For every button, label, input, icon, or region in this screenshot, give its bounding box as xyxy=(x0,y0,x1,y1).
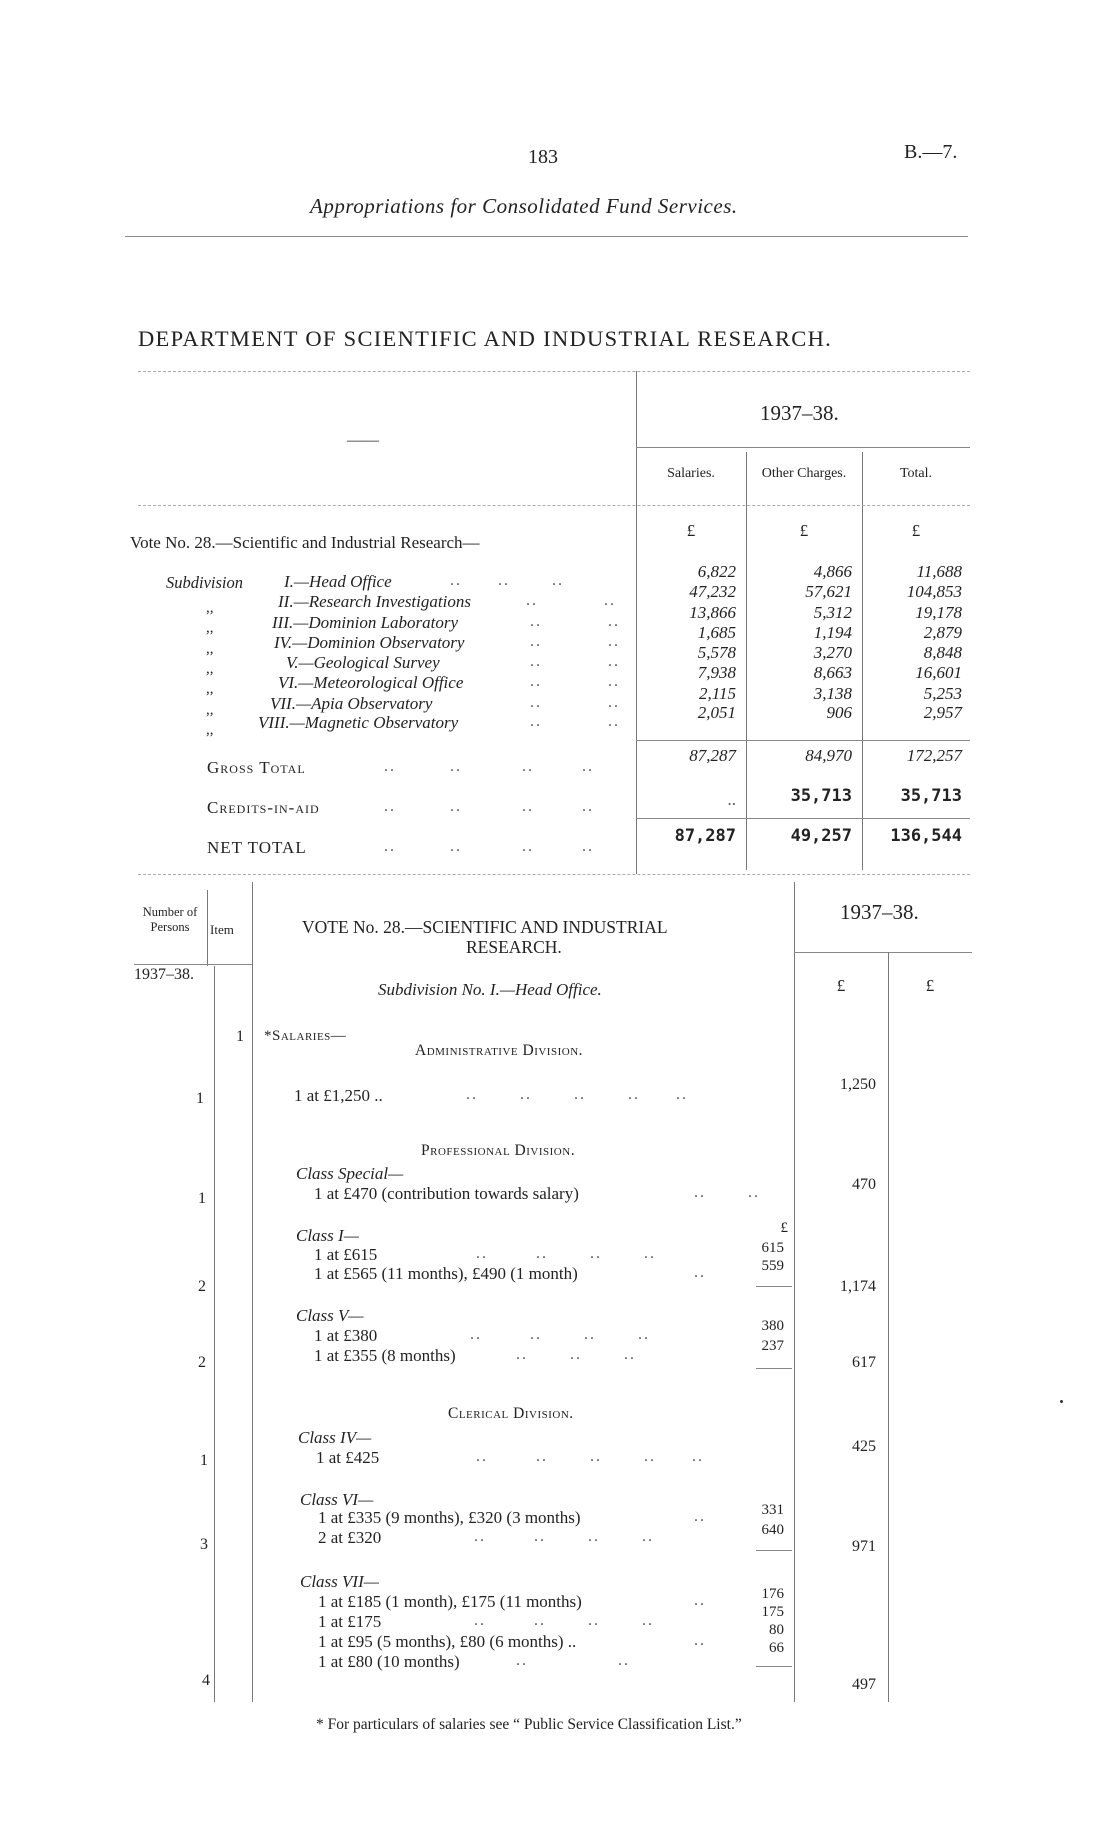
gross-rule xyxy=(636,740,970,741)
detail-divider-2 xyxy=(214,966,215,1702)
row-total: 2,879 xyxy=(923,623,962,642)
leader-dots: .. .. xyxy=(530,653,620,670)
class-4-line-1: 1 at £425 xyxy=(316,1448,380,1467)
detail-currency-1: £ xyxy=(836,976,846,995)
credits-total: 35,713 xyxy=(900,786,962,806)
leader-dots: .. .. xyxy=(530,694,620,711)
ditto-mark: ,, xyxy=(206,702,214,718)
row-salaries: 1,685 xyxy=(697,623,736,642)
ditto-mark: ,, xyxy=(206,600,214,616)
row-salaries: 47,232 xyxy=(689,582,736,601)
row-other: 3,138 xyxy=(813,684,852,703)
class-7-amount-1: 176 xyxy=(761,1586,784,1602)
row-total: 19,178 xyxy=(915,603,962,622)
row-other: 3,270 xyxy=(813,643,852,662)
row-total: 8,848 xyxy=(923,643,962,662)
header-rule xyxy=(125,236,968,237)
col-total: Total. xyxy=(899,466,933,481)
stray-dot xyxy=(1060,1400,1063,1403)
row-total: 104,853 xyxy=(906,582,962,601)
admin-persons: 1 xyxy=(196,1090,204,1107)
class-6-line-2: 2 at £320 xyxy=(318,1528,382,1547)
ditto-mark: ,, xyxy=(206,641,214,657)
vote-label: Vote No. 28.—Scientific and Industrial Research— xyxy=(130,533,480,552)
ditto-mark: ,, xyxy=(206,620,214,636)
gross-salaries: 87,287 xyxy=(689,746,736,765)
class-7-line-3: 1 at £95 (5 months), £80 (6 months) .. xyxy=(318,1632,577,1651)
detail-year-small: 1937–38. xyxy=(134,966,194,983)
prof-heading: Professional Division. xyxy=(421,1142,576,1159)
class-5-persons: 2 xyxy=(198,1354,206,1371)
admin-heading: Administrative Division. xyxy=(415,1042,584,1059)
footnote: * For particulars of salaries see “ Public Service Classification List.” xyxy=(316,1716,742,1733)
row-salaries: 13,866 xyxy=(689,603,736,622)
class-6-total: 971 xyxy=(852,1538,876,1555)
row-label: VI.—Meteorological Office xyxy=(278,673,464,692)
detail-year: 1937–38. xyxy=(840,900,919,924)
class-6-amount-1: 331 xyxy=(761,1502,784,1518)
leader-dots: .. .. xyxy=(526,592,616,609)
detail-divider-1 xyxy=(207,890,208,966)
admin-amount: 1,250 xyxy=(840,1076,876,1093)
leader-dots: .. .. .. .. xyxy=(474,1612,654,1629)
class-special-line: 1 at £470 (contribution towards salary) xyxy=(314,1184,579,1203)
class-1-line-2: 1 at £565 (11 months), £490 (1 month) xyxy=(314,1264,578,1283)
class-6-line-1: 1 at £335 (9 months), £320 (3 months) xyxy=(318,1508,581,1527)
leader-dots: .. .. .. xyxy=(450,572,564,589)
leader-dots: .. .. .. .. xyxy=(474,1528,654,1545)
class-5-total: 617 xyxy=(852,1354,876,1371)
class-7-line-2: 1 at £175 xyxy=(318,1612,382,1631)
leader-dots: .. .. .. .. xyxy=(476,1245,656,1262)
row-total: 5,253 xyxy=(923,684,962,703)
detail-title-line1: VOTE No. 28.—SCIENTIFIC AND INDUSTRIAL xyxy=(302,917,668,937)
class-7-persons: 4 xyxy=(202,1672,210,1689)
net-other: 49,257 xyxy=(790,826,852,846)
class-7-amount-2: 175 xyxy=(761,1604,784,1620)
row-other: 57,621 xyxy=(805,582,852,601)
col-number-of-persons: Number of Persons xyxy=(142,905,198,934)
detail-title-line2: RESEARCH. xyxy=(466,937,562,957)
subdivision-word: Subdivision xyxy=(166,573,243,592)
class-5-line-1: 1 at £380 xyxy=(314,1326,378,1345)
summary-top-rule xyxy=(138,371,970,372)
detail-subdivision: Subdivision No. I.—Head Office. xyxy=(378,980,602,999)
amount-divider-2 xyxy=(888,952,889,1702)
gross-total: 172,257 xyxy=(906,746,962,765)
gross-other: 84,970 xyxy=(805,746,852,765)
leader-dots: .. .. xyxy=(516,1652,630,1669)
leader-dots: .. .. xyxy=(530,633,620,650)
detail-divider-3 xyxy=(252,882,253,1702)
leader-dots: .. .. xyxy=(694,1184,760,1201)
salaries-label: *Salaries— xyxy=(264,1028,347,1044)
year-rule xyxy=(636,447,970,448)
class-1-pound: £ xyxy=(780,1220,788,1236)
row-other: 906 xyxy=(826,703,852,722)
class-1-amount-2: 559 xyxy=(761,1258,784,1274)
leader-dots: .. .. xyxy=(530,673,620,690)
column-head-rule xyxy=(138,505,970,506)
leader-dots: .. .. xyxy=(530,713,620,730)
credits-in-aid-label: Credits-in-aid xyxy=(207,798,320,817)
net-salaries: 87,287 xyxy=(674,826,736,846)
page-subtitle: Appropriations for Consolidated Fund Services. xyxy=(310,194,738,218)
leader-dots: .. xyxy=(694,1632,706,1649)
leader-dots: .. .. .. .. xyxy=(384,838,594,855)
row-total: 11,688 xyxy=(916,562,962,581)
leader-dots: .. xyxy=(694,1264,706,1281)
row-salaries: 7,938 xyxy=(697,663,736,682)
ditto-mark: ,, xyxy=(206,722,214,738)
leader-dots: .. .. .. .. xyxy=(384,758,594,775)
currency-other: £ xyxy=(799,521,809,540)
class-1: Class I— xyxy=(296,1226,359,1245)
row-other: 1,194 xyxy=(813,623,852,642)
row-label: V.—Geological Survey xyxy=(286,653,440,672)
leader-dots: .. xyxy=(694,1592,706,1609)
row-label: II.—Research Investigations xyxy=(278,592,471,611)
class-4: Class IV— xyxy=(298,1428,372,1447)
admin-line: 1 at £1,250 .. xyxy=(294,1086,383,1105)
detail-currency-2: £ xyxy=(925,976,935,995)
class-5-amount-2: 237 xyxy=(761,1338,784,1354)
net-total: 136,544 xyxy=(890,826,962,846)
summary-year: 1937–38. xyxy=(760,401,839,425)
page-number: 183 xyxy=(528,146,558,168)
special-amount: 470 xyxy=(852,1176,876,1193)
special-persons: 1 xyxy=(198,1190,206,1207)
class-1-persons: 2 xyxy=(198,1278,206,1295)
class-5-sum-rule xyxy=(756,1368,792,1369)
class-1-line-1: 1 at £615 xyxy=(314,1245,378,1264)
class-1-sum-rule xyxy=(756,1286,792,1287)
class-1-amount-1: 615 xyxy=(761,1240,784,1256)
item-number: 1 xyxy=(236,1028,244,1045)
row-salaries: 2,051 xyxy=(697,703,736,722)
row-label: VII.—Apia Observatory xyxy=(270,694,433,713)
credits-salaries: .. xyxy=(727,790,736,809)
class-6-persons: 3 xyxy=(200,1536,208,1553)
row-label: IV.—Dominion Observatory xyxy=(274,633,465,652)
class-4-persons: 1 xyxy=(200,1452,208,1469)
leader-dots: .. .. .. xyxy=(516,1346,636,1363)
row-label: III.—Dominion Laboratory xyxy=(272,613,459,632)
class-5: Class V— xyxy=(296,1306,364,1325)
description-dash: —— xyxy=(347,432,379,449)
leader-dots: .. .. xyxy=(530,613,620,630)
document-ref: B.—7. xyxy=(904,141,958,163)
class-6-amount-2: 640 xyxy=(761,1522,784,1538)
row-label: I.—Head Office xyxy=(284,572,392,591)
class-7-amount-3: 80 xyxy=(769,1622,784,1638)
col-other-charges: Other Charges. xyxy=(761,466,847,481)
net-total-label: NET TOTAL xyxy=(207,838,307,857)
class-6: Class VI— xyxy=(300,1490,374,1509)
currency-total: £ xyxy=(911,521,921,540)
class-6-sum-rule xyxy=(756,1550,792,1551)
col-item: Item xyxy=(210,922,234,937)
department-title: DEPARTMENT OF SCIENTIFIC AND INDUSTRIAL RESEARCH. xyxy=(138,326,833,351)
ditto-mark: ,, xyxy=(206,681,214,697)
class-7-sum-rule xyxy=(756,1666,792,1667)
leader-dots: .. .. .. .. .. xyxy=(476,1448,704,1465)
gross-total-label: Gross Total xyxy=(207,758,306,777)
class-5-line-2: 1 at £355 (8 months) xyxy=(314,1346,456,1365)
detail-head-rule xyxy=(134,964,252,965)
class-7: Class VII— xyxy=(300,1572,379,1591)
class-special: Class Special— xyxy=(296,1164,404,1183)
class-7-line-4: 1 at £80 (10 months) xyxy=(318,1652,460,1671)
col-salaries: Salaries. xyxy=(667,466,715,481)
row-label: VIII.—Magnetic Observatory xyxy=(258,713,459,732)
class-7-amount-4: 66 xyxy=(769,1640,784,1656)
currency-salaries: £ xyxy=(686,521,696,540)
class-5-amount-1: 380 xyxy=(761,1318,784,1334)
class-7-line-1: 1 at £185 (1 month), £175 (11 months) xyxy=(318,1592,582,1611)
row-other: 8,663 xyxy=(813,663,852,682)
row-total: 2,957 xyxy=(923,703,962,722)
leader-dots: .. xyxy=(694,1508,706,1525)
ditto-mark: ,, xyxy=(206,661,214,677)
summary-bottom-rule xyxy=(138,874,970,875)
detail-year-rule xyxy=(794,952,972,953)
row-salaries: 6,822 xyxy=(697,562,736,581)
credits-other: 35,713 xyxy=(790,786,852,806)
row-salaries: 5,578 xyxy=(697,643,736,662)
class-4-total: 425 xyxy=(852,1438,876,1455)
class-7-total: 497 xyxy=(852,1676,876,1693)
leader-dots: .. .. .. .. xyxy=(384,798,594,815)
row-other: 5,312 xyxy=(813,603,852,622)
leader-dots: .. .. .. .. .. xyxy=(466,1086,688,1103)
row-salaries: 2,115 xyxy=(699,684,736,703)
leader-dots: .. .. .. .. xyxy=(470,1326,650,1343)
row-other: 4,866 xyxy=(813,562,852,581)
row-total: 16,601 xyxy=(915,663,962,682)
net-rule xyxy=(636,818,970,819)
class-1-total: 1,174 xyxy=(840,1278,876,1295)
cler-heading: Clerical Division. xyxy=(448,1405,574,1422)
